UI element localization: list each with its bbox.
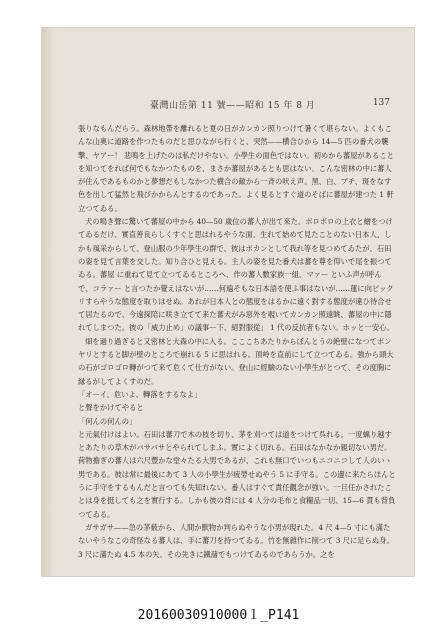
book-page (42, 28, 414, 576)
paragraph: ガサガサ——急の茅薮から、人間か獸物か判らぬやうな小男が現れた。4 尺 4—5 寸にも滿たないやうなこの奇怪なる蕃人は、手に蕃刀を持つてゐる。竹を無雜作に削つて 3 尺に足らぬ身。3 尺に滿たぬ 4.5 本の矢、その先きに鐵藷でもつけてゐるのであらうか。之を (78, 522, 394, 559)
paragraph: 張りなもんだらう。森林地帶を離れると夏の日がカンカン照りつけて暑くて堪らない。よくもこんな山奧に道路を作つたものだと思ひながら行くと、突然——横合ひから 14—5 匹の番犬の襲撃、ヤアー！ 悲鳴を上げたのは私だけやない。小學生の面色ではない。初めから蕃屋があることを知つてをれば何でもなかつたものを、まさか蕃屋があるとも思はない、こんな密林の中に蕃人が住んであるものかと夢想だもしなかつた横合の敵から一斉の吠え声。黑、白、ブチ、斑をなす色を出して猛然と飛びかからんとするのであった。よく見るとすぐ道のそばに蕃屋が建つた 1 軒立つてゐる。 (78, 124, 394, 213)
page-number: 137 (372, 98, 390, 108)
paragraph: と聲をかけてやると (78, 403, 144, 413)
archive-id-label: 20160030910000１_P141 (137, 608, 300, 623)
dialogue-line: 「オーイ、危いよ、轉落をするなよ」 (78, 389, 202, 399)
body-text (78, 122, 396, 561)
journal-title: 臺灣山岳第 11 號——昭和 15 年 8 月 (150, 101, 316, 111)
paragraph: 犬の鳴き聲に驚いて蕃屋の中から 40—50 歲位の蕃人が出て來た。ボロボロの上衣と繒をつけてゐるだけ、實直善良らしくすぐと思はれるやうな面、生れて始めて見たことのない日本人、しかも風采からして、登山服の少年學生の群で、彼はボカンとして我れ等を見つめてゐたが、石田の姿を見て言葉を交した。知り合ひと見える。主人の姿を見た番犬は蕃を尊を仰いで尾を振つてゐる。蕃屋 に重ねて見て立つてゐるところへ、作の蕃人數家族一組、マァー といふ声が呼んで、コラァー と言つたか覺えはないが……何遍そもな日本語を使ふ事はないが……蓮に向ビックリすらやうな態度を取りはせぬ。あれが日本人との態度をはるかに遠く對する態度が違ひ待合せて居たるので、今遠探陪に咲き立てて来た蕃犬がみ窓外を覗いてカンカン照遠眺、蕃屋の中に隱れてしまつた。彼の「威力止め」の議事ー下、絕對服從」 1 代の反抗者もない。ホッと一安心。 (78, 217, 394, 333)
paragraph: と元氣付けはよい。石田は蕃刀で木の枝を切り、茅を刈つては道をつけて呉れる。一度蝋り越すとあたりの草木がバサバサとやられてしまふ。實によく切れる。石田はなかなか親切ない男だ。荷物擔ぎの蕃人は六尺豐かな堂々たる大男であるが、これも無口でいつもニコニコして人のいゝ男である。彼は常に最後にあて 3 人の小學生が疲勞せぬやう 5 に手守る。この邊に来たらほんとうに手守をするもんだと言つても失知れない。番人はすぐて責任觀念が強い。一旦任かされたことは身を挺しても之を實行する。しかも彼の背には 4 人分の毛布と食糧品一切、15—6 貫も背負つてゐる。 (78, 429, 396, 519)
paragraph: 畑を過り過ぎると又密林と大森の中に入る。こここちあたりからぼんとうの絶壁になつてボンヤリとすると脚が壁のところで崩れる 5 に思はれる。頂岭を直前にして立つてゐる。強から頭大の石がゴロゴロ轉がつて来て危くて仕方がない。登山に經驗のない小學生がとつて、その度胸に縁るがしてよくすのだ。 (78, 336, 394, 386)
dialogue-line: 「何んの何んの」 (78, 416, 137, 426)
page-spine-shadow (42, 28, 54, 576)
